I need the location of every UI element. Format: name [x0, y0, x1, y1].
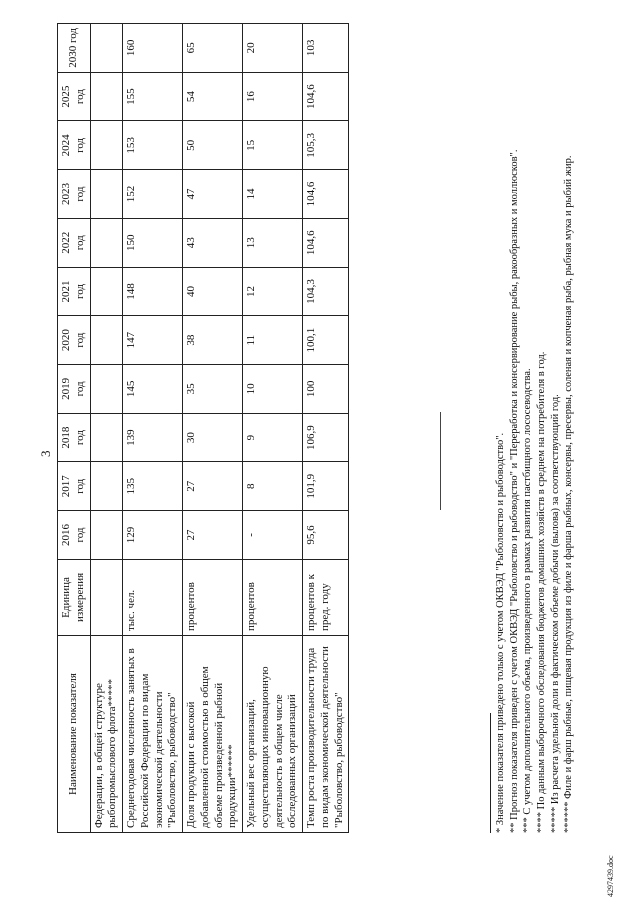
cell-value: 27 [183, 511, 243, 560]
cell-value: 160 [123, 24, 183, 73]
footnote: ** Прогноз показателя приведен с учетом ОКВЭД "Рыболовство и рыбоводство" и "Переработка и консервирование рыбы, ракообразных и моллюсков". [508, 149, 520, 833]
row-unit: процентов к пред. году [303, 559, 349, 635]
cell-value: 30 [183, 413, 243, 462]
cell-value: - [243, 511, 303, 560]
cell-value: 129 [123, 511, 183, 560]
header-year: 2019 год [58, 365, 91, 414]
table-header-row [58, 24, 91, 833]
footnote-divider [490, 713, 491, 833]
cell-value: 54 [183, 72, 243, 121]
row-name: Федерации, в общей структуре рыбопромыслового флота***** [90, 636, 123, 833]
table-row [123, 24, 183, 833]
header-year: 2022 год [58, 218, 91, 267]
cell-value: 10 [243, 365, 303, 414]
header-year: 2030 год [58, 24, 91, 73]
cell-value [90, 413, 123, 462]
row-name: Среднегодовая численность занятых в Российской Федерации по видам экономической деятельности "Рыболовство, рыбоводство" [123, 636, 183, 833]
table-row [303, 24, 349, 833]
header-year: 2017 год [58, 462, 91, 511]
footnote: *** С учетом дополнительного объема, произведенного в рамках развития пастбищного лососеводства. [522, 368, 534, 833]
cell-value: 12 [243, 267, 303, 316]
header-year: 2020 год [58, 316, 91, 365]
cell-value: 27 [183, 462, 243, 511]
page-number: 3 [38, 450, 53, 457]
header-year: 2024 год [58, 121, 91, 170]
cell-value: 155 [123, 72, 183, 121]
row-name: Удельный вес организаций, осуществляющих инновационную деятельность в общем числе обследованных организаций [243, 636, 303, 833]
cell-value: 50 [183, 121, 243, 170]
footnote: ****** Филе и фарш рыбные, пищевая продукция из филе и фарша рыбных, консервы, пресервы, соленая и копченая рыба, рыбная мука и рыбий жир. [563, 155, 575, 833]
separator-line [440, 412, 441, 510]
cell-value: 101,9 [303, 462, 349, 511]
cell-value: 103 [303, 24, 349, 73]
table-row [90, 24, 123, 833]
cell-value: 47 [183, 170, 243, 219]
table-row [243, 24, 303, 833]
cell-value: 11 [243, 316, 303, 365]
cell-value: 153 [123, 121, 183, 170]
footnote: **** По данным выборочного обследования бюджетов домашних хозяйств в среднем на потребителя в год. [535, 351, 547, 833]
cell-value: 104,6 [303, 218, 349, 267]
cell-value: 16 [243, 72, 303, 121]
cell-value: 145 [123, 365, 183, 414]
cell-value: 8 [243, 462, 303, 511]
cell-value: 15 [243, 121, 303, 170]
header-year: 2018 год [58, 413, 91, 462]
cell-value: 104,6 [303, 72, 349, 121]
cell-value [90, 24, 123, 73]
cell-value [90, 511, 123, 560]
cell-value [90, 121, 123, 170]
row-unit [90, 559, 123, 635]
row-unit: тыс. чел. [123, 559, 183, 635]
header-year: 2021 год [58, 267, 91, 316]
cell-value [90, 267, 123, 316]
cell-value: 35 [183, 365, 243, 414]
cell-value [90, 170, 123, 219]
header-year: 2025 год [58, 72, 91, 121]
row-name: Темп роста производительности труда по видам экономической деятельности "Рыболовство, рыбоводство" [303, 636, 349, 833]
document-id: 4297439.doc [606, 855, 615, 897]
header-year: 2016 год [58, 511, 91, 560]
cell-value: 104,6 [303, 170, 349, 219]
cell-value: 150 [123, 218, 183, 267]
indicators-table [57, 23, 349, 833]
footnotes [494, 23, 576, 833]
cell-value: 104,3 [303, 267, 349, 316]
row-name: Доля продукции с высокой добавленной стоимостью в общем объеме произведенной рыбной продукции****** [183, 636, 243, 833]
cell-value: 65 [183, 24, 243, 73]
cell-value: 20 [243, 24, 303, 73]
cell-value: 135 [123, 462, 183, 511]
cell-value: 38 [183, 316, 243, 365]
footnote: * Значение показателя приведено только с учетом ОКВЭД "Рыболовство и рыбоводство". [495, 432, 506, 833]
row-unit: процентов [243, 559, 303, 635]
cell-value: 95,6 [303, 511, 349, 560]
cell-value: 139 [123, 413, 183, 462]
cell-value [90, 218, 123, 267]
cell-value: 152 [123, 170, 183, 219]
cell-value: 100 [303, 365, 349, 414]
row-unit: процентов [183, 559, 243, 635]
cell-value: 40 [183, 267, 243, 316]
cell-value [90, 365, 123, 414]
cell-value: 100,1 [303, 316, 349, 365]
cell-value: 9 [243, 413, 303, 462]
cell-value: 147 [123, 316, 183, 365]
cell-value [90, 316, 123, 365]
header-unit: Единица измерения [58, 559, 91, 635]
table-row [183, 24, 243, 833]
cell-value [90, 462, 123, 511]
header-year: 2023 год [58, 170, 91, 219]
footnote: ***** Из расчета удельной доли в фактическом объеме добычи (вылова) за соответствующий год. [549, 394, 561, 833]
cell-value: 13 [243, 218, 303, 267]
header-name: Наименование показателя [58, 636, 91, 833]
cell-value: 105,3 [303, 121, 349, 170]
cell-value: 106,9 [303, 413, 349, 462]
cell-value: 148 [123, 267, 183, 316]
cell-value [90, 72, 123, 121]
cell-value: 43 [183, 218, 243, 267]
cell-value: 14 [243, 170, 303, 219]
